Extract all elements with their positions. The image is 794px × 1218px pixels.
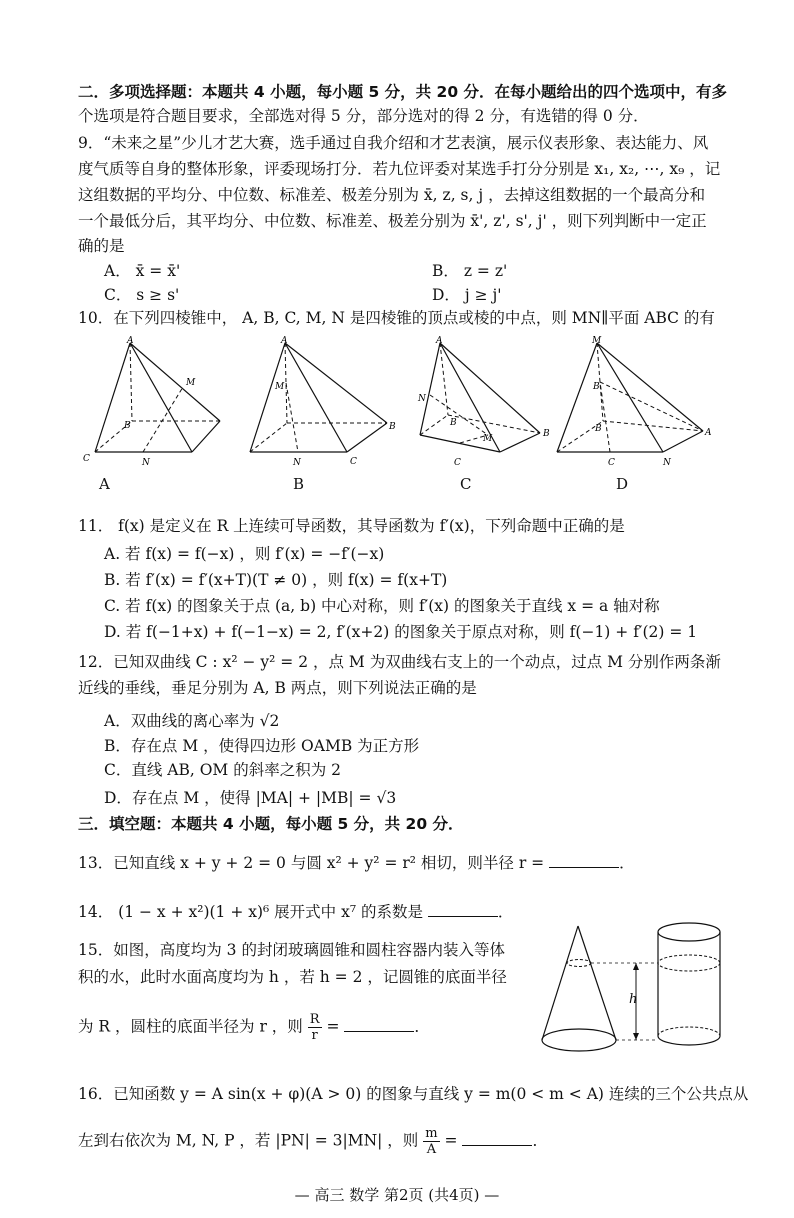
q15-period: ．	[414, 1017, 430, 1036]
q9-option-d: D． j ≥ j'	[432, 286, 502, 304]
pyramid-figure-b	[235, 335, 396, 474]
q16-fraction-numerator: m	[425, 1126, 438, 1141]
q10-line1: 10．在下列四棱锥中， A, B, C, M, N 是四棱锥的顶点或棱的中点，则 MN∥平面 ABC 的有	[78, 309, 715, 327]
q11-option-d: D. 若 f(−1+x) + f(−1−x) = 2, f′(x+2) 的图象关于原点对称，则 f(−1) + f′(2) = 1	[104, 623, 698, 641]
pyramid-figure-d	[545, 335, 715, 474]
q9-line2: 度气质等自身的整体形象，评委现场打分．若九位评委对某选手打分分别是 x₁, x₂, ⋯, x₉ ，记	[78, 160, 721, 178]
q16-fraction	[423, 1126, 439, 1157]
q9-line3: 这组数据的平均分、中位数、标准差、极差分别为 x̄, z, s, j ，去掉这组数据的一个最高分和	[78, 186, 706, 204]
q14-text	[78, 902, 513, 922]
q15-answer-blank[interactable]	[344, 1017, 414, 1032]
q16-line2	[78, 1126, 548, 1157]
svg-text:C: C	[454, 458, 461, 468]
svg-text:B: B	[124, 421, 131, 431]
svg-text:A: A	[127, 336, 134, 346]
q9-line4: 一个最低分后，其平均分、中位数、标准差、极差分别为 x̄', z', s', j' ，则下列判断中一定正	[78, 212, 707, 230]
q12-option-a: A．双曲线的离心率为 √2	[104, 712, 280, 730]
figure-a-label: A	[99, 475, 110, 493]
svg-text:B: B	[595, 424, 602, 434]
svg-text:B: B	[389, 422, 396, 432]
q15-fraction-denominator: r	[311, 1028, 318, 1043]
svg-text:N: N	[142, 458, 150, 468]
q16-answer-blank[interactable]	[462, 1131, 532, 1146]
q12-option-c: C．直线 AB, OM 的斜率之积为 2	[104, 761, 342, 779]
q13-period: ．	[619, 854, 635, 872]
q14-period: ．	[497, 903, 514, 921]
q11-option-c: C. 若 f(x) 的图象关于点 (a, b) 中心对称，则 f′(x) 的图象关于直线 x = a 轴对称	[104, 597, 660, 615]
figure-d-label: D	[616, 475, 629, 493]
q16-line1: 16．已知函数 y = A sin(x + φ)(A > 0) 的图象与直线 y = m(0 < m < A) 连续的三个公共点从	[78, 1085, 749, 1103]
svg-text:B: B	[593, 382, 600, 392]
svg-text:B: B	[450, 418, 457, 428]
section3-heading: 三．填空题：本题共 4 小题，每小题 5 分，共 20 分．	[78, 815, 464, 833]
svg-text:B: B	[543, 429, 550, 439]
q15-stem: 为 R ，圆柱的底面半径为 r ，则	[78, 1017, 303, 1036]
svg-text:M: M	[186, 378, 196, 388]
svg-text:C: C	[608, 458, 615, 468]
q15-line2: 积的水，此时水面高度均为 h ，若 h = 2 ，记圆锥的底面半径	[78, 968, 507, 986]
svg-text:C: C	[83, 454, 90, 464]
q15-line1: 15．如图，高度均为 3 的封闭玻璃圆锥和圆柱容器内装入等体	[78, 941, 505, 959]
q12-line2: 近线的垂线，垂足分别为 A, B 两点，则下列说法正确的是	[78, 679, 477, 697]
q15-fraction	[308, 1012, 322, 1043]
svg-text:M: M	[483, 434, 493, 444]
svg-text:N: N	[418, 394, 426, 404]
q9-option-b: B． z = z'	[432, 262, 508, 280]
svg-text:M: M	[275, 382, 285, 392]
q16-equals: =	[444, 1131, 458, 1150]
svg-text:A: A	[436, 336, 443, 346]
q16-stem: 左到右依次为 M, N, P ，若 |PN| = 3|MN| ，则	[78, 1131, 419, 1150]
q9-line1: 9．“未来之星”少儿才艺大赛，选手通过自我介绍和才艺表演，展示仪表形象、表达能力、风	[78, 134, 709, 152]
svg-text:N: N	[293, 458, 301, 468]
q13-stem: 13．已知直线 x + y + 2 = 0 与圆 x² + y² = r² 相切，则半径 r =	[78, 854, 545, 872]
q15-equals: =	[326, 1017, 340, 1036]
q12-line1: 12．已知双曲线 C : x² − y² = 2 ，点 M 为双曲线右支上的一个动点，过点 M 分别作两条渐	[78, 653, 721, 671]
q9-option-a: A． x̄ = x̄'	[104, 262, 181, 280]
q15-fraction-numerator: R	[309, 1012, 320, 1027]
q15-line3	[78, 1012, 430, 1043]
svg-text:C: C	[350, 457, 357, 467]
h-dimension-label: h	[629, 992, 638, 1007]
svg-text:A: A	[705, 428, 712, 438]
q13-answer-blank[interactable]	[549, 853, 619, 868]
figure-c-label: C	[460, 475, 472, 493]
pyramid-figure-a	[80, 335, 220, 474]
q11-line1: 11． f(x) 是定义在 R 上连续可导函数，其导函数为 f′(x)，下列命题中正确的是	[78, 517, 625, 535]
svg-text:N: N	[663, 458, 671, 468]
q16-fraction-denominator: A	[426, 1142, 437, 1157]
svg-text:A: A	[281, 336, 288, 346]
q11-option-a: A. 若 f(x) = f(−x) ，则 f′(x) = −f′(−x)	[104, 545, 385, 563]
q14-answer-blank[interactable]	[428, 902, 498, 917]
q14-stem: 14． (1 − x + x²)(1 + x)⁶ 展开式中 x⁷ 的系数是	[78, 903, 423, 921]
q9-line5: 确的是	[78, 237, 125, 255]
q13-text	[78, 853, 635, 873]
page-footer: — 高三 数学 第2页 (共4页) —	[294, 1186, 500, 1204]
q12-option-b: B．存在点 M ，使得四边形 OAMB 为正方形	[104, 737, 420, 755]
svg-text:M: M	[592, 336, 602, 346]
pyramid-figure-c	[410, 335, 560, 474]
section2-heading-line2: 个选项是符合题目要求，全部选对得 5 分，部分选对的得 2 分，有选错的得 0 分．	[78, 107, 649, 125]
cone-cylinder-figure	[538, 918, 738, 1057]
q12-option-d: D．存在点 M ，使得 |MA| + |MB| = √3	[104, 789, 397, 807]
q16-period: ．	[532, 1131, 548, 1150]
figure-b-label: B	[293, 475, 305, 493]
q11-option-b: B. 若 f′(x) = f′(x+T)(T ≠ 0) ，则 f(x) = f(x+T)	[104, 571, 448, 589]
section2-heading-line1: 二．多项选择题：本题共 4 小题，每小题 5 分，共 20 分．在每小题给出的四个选项中，有多	[78, 83, 728, 101]
q9-option-c: C． s ≥ s'	[104, 286, 180, 304]
